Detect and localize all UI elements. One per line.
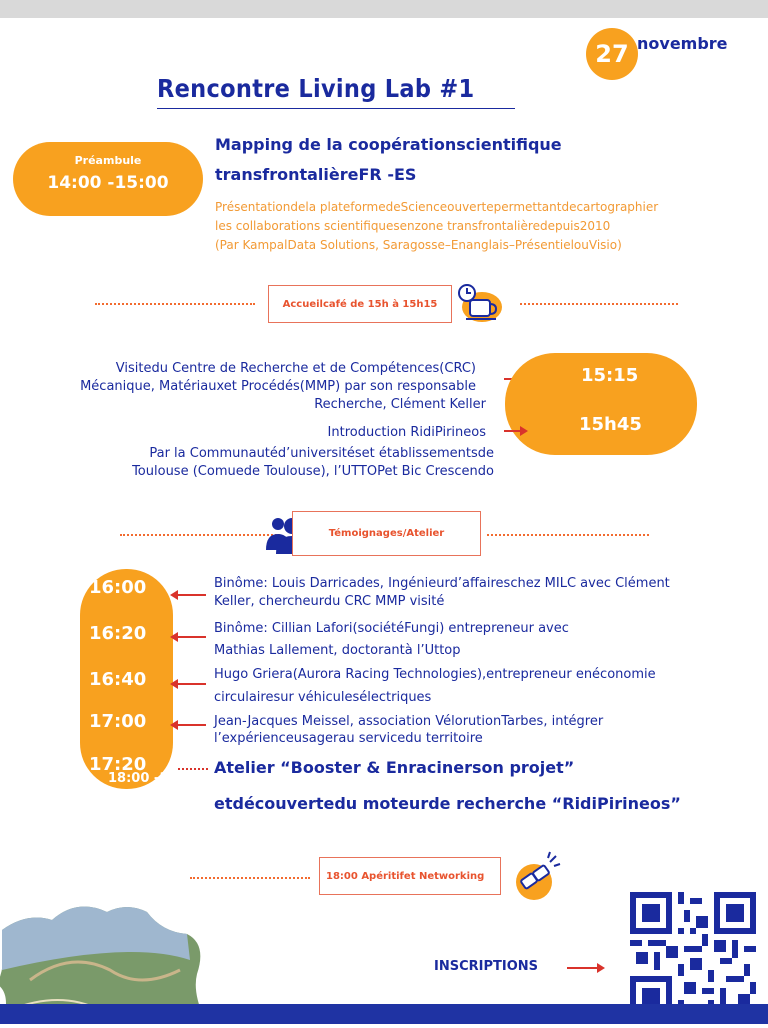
visit-time-1: 15:15 xyxy=(581,365,639,386)
schedule-time-4: 17:00 xyxy=(89,711,147,732)
schedule-2-line-2: Mathias Lallement, doctorantà l’Uttop xyxy=(214,643,461,658)
schedule-3-line-2: circulairesur véhiculesélectriques xyxy=(214,690,432,705)
testimonials-label: Témoignages/Atelier xyxy=(292,511,481,556)
preambule-pill xyxy=(13,142,203,216)
visit-time-2: 15h45 xyxy=(579,414,642,435)
divider-left-2 xyxy=(120,534,280,536)
date-day-badge: 27 xyxy=(586,28,638,80)
arrow-3 xyxy=(172,683,206,685)
schedule-1-line-1: Binôme: Louis Darricades, Ingénieurd’affaireschez MILC avec Clément xyxy=(214,576,670,591)
intro-line-1: Introduction RidiPirineos xyxy=(327,425,486,440)
schedule-3-line-1: Hugo Griera(Aurora Racing Technologies),entrepreneur enéconomie xyxy=(214,667,656,682)
divider-right xyxy=(520,303,678,305)
cheers-icon xyxy=(510,852,562,902)
schedule-time-3: 16:40 xyxy=(89,669,147,690)
inscriptions-label[interactable]: INSCRIPTIONS xyxy=(434,959,538,974)
schedule-2-line-1: Binôme: Cillian Lafori(sociétéFungi) entrepreneur avec xyxy=(214,621,569,636)
schedule-time-2: 16:20 xyxy=(89,623,147,644)
preambule-desc-3: (Par KampalData Solutions, Saragosse–Enanglais–PrésentielouVisio) xyxy=(215,238,622,252)
schedule-time-1: 16:00 xyxy=(89,577,147,598)
intro-line-2: Par la Communautéd’universitéset établissementsde xyxy=(149,446,494,461)
networking-label: 18:00 Apéritifet Networking xyxy=(319,857,501,895)
date-month: novembre xyxy=(637,34,728,53)
atelier-time-b: 18:00 -19:00 xyxy=(108,771,201,786)
visit-line-3: Recherche, Clément Keller xyxy=(314,397,486,412)
schedule-4-line-2: l’expérienceusagerau servicedu territoire xyxy=(214,731,483,746)
coffee-clock-icon xyxy=(456,282,504,324)
schedule-1-line-2: Keller, chercheurdu CRC MMP visité xyxy=(214,594,445,609)
preambule-title-2: transfrontalièreFR -ES xyxy=(215,165,417,184)
preambule-desc-2: les collaborations scientifiquesenzone transfrontalièredepuis2010 xyxy=(215,219,611,233)
intro-line-3: Toulouse (Comuede Toulouse), l’UTTOPet Bic Crescendo xyxy=(132,464,494,479)
arrow-intro xyxy=(504,430,526,432)
coffee-label: Accueilcafé de 15h à 15h15 xyxy=(268,285,452,323)
top-bar xyxy=(0,0,768,18)
page-title: Rencontre Living Lab #1 xyxy=(157,74,475,103)
divider-left xyxy=(95,303,255,305)
preambule-time: 14:00 -15:00 xyxy=(47,173,169,193)
arrow-1 xyxy=(172,594,206,596)
bottom-bar xyxy=(0,1004,768,1024)
divider-left-3 xyxy=(190,877,310,879)
preambule-title-1: Mapping de la coopérationscientifique xyxy=(215,135,562,154)
visit-time-pill xyxy=(505,353,697,455)
arrow-inscriptions xyxy=(567,967,603,969)
atelier-line-2: etdécouvertedu moteurde recherche “RidiPirineos” xyxy=(214,794,681,813)
preambule-label: Préambule xyxy=(74,154,142,167)
schedule-4-line-1: Jean-Jacques Meissel, association VélorutionTarbes, intégrer xyxy=(214,714,604,729)
arrow-2 xyxy=(172,636,206,638)
qr-code-icon[interactable] xyxy=(630,892,756,1018)
preambule-desc-1: Présentationdela plateformedeScienceouvertepermettantdecartographier xyxy=(215,200,659,214)
arrow-4 xyxy=(172,724,206,726)
atelier-line-1: Atelier “Booster & Enracinerson projet” xyxy=(214,758,575,777)
divider-right-2 xyxy=(487,534,649,536)
atelier-time-a: 17:20 xyxy=(89,754,147,775)
arrow-5 xyxy=(178,768,208,770)
title-underline xyxy=(157,108,515,109)
visit-line-1: Visitedu Centre de Recherche et de Compétences(CRC) xyxy=(115,361,476,376)
visit-line-2: Mécanique, Matériauxet Procédés(MMP) par son responsable xyxy=(80,379,476,394)
